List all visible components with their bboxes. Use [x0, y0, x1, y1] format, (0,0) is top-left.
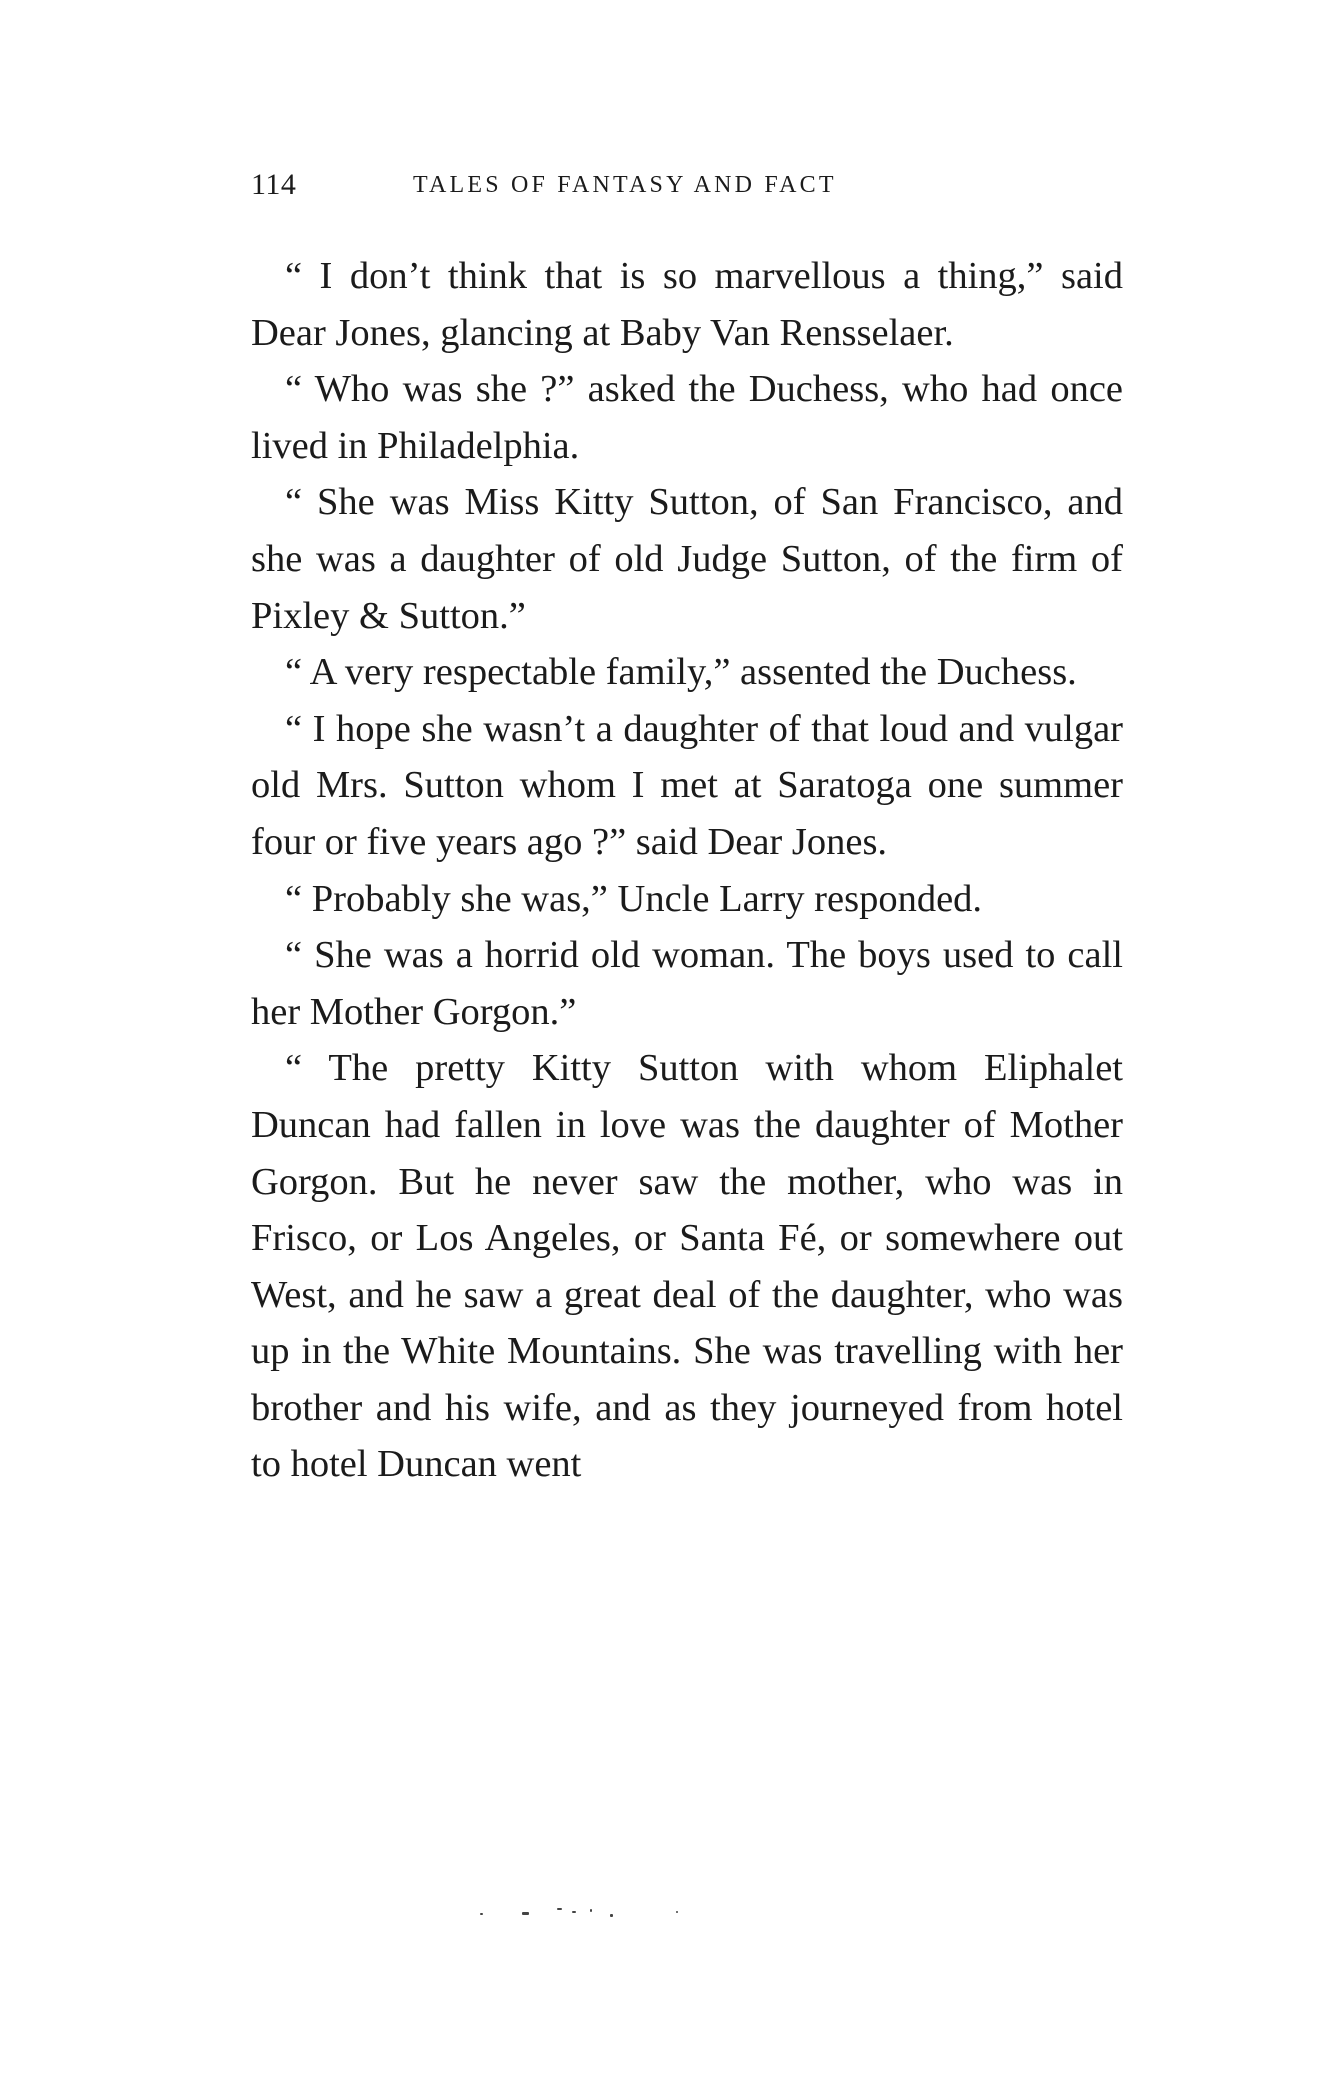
- paragraph: “ Probably she was,” Uncle Larry responded.: [285, 877, 983, 920]
- paragraph: “ I don’t think that is so marvellous a thing,” said Dear Jones, glancing at Baby Van Rensselaer.: [251, 255, 1123, 354]
- body-text: [251, 248, 1123, 1493]
- paragraph: “ Who was she ?” asked the Duchess, who had once lived in Philadelphia.: [251, 368, 1123, 467]
- print-specks: [480, 1905, 690, 1925]
- paragraph: “ A very respectable family,” assented the Duchess.: [285, 651, 1077, 694]
- paragraph: “ She was Miss Kitty Sutton, of San Francisco, and she was a daughter of old Judge Sutton, of the firm of Pixley & Sutton.”: [251, 481, 1123, 637]
- running-head: TALES OF FANTASY AND FACT: [413, 172, 837, 198]
- paragraph: “ The pretty Kitty Sutton with whom Eliphalet Duncan had fallen in love was the daughter of Mother Gorgon. But he never saw the mother, who was in Frisco, or Los Angeles, or Santa Fé, or somewhere out West, and he saw a great deal of the daughter, who was up in the White Mountains. She was travelling with her brother and his wife, and as they journeyed from hotel to hotel Duncan went: [251, 1047, 1123, 1486]
- page-header: [251, 168, 1121, 218]
- page-number: 114: [251, 168, 297, 201]
- paragraph: “ She was a horrid old woman. The boys used to call her Mother Gorgon.”: [251, 934, 1123, 1033]
- paragraph: “ I hope she wasn’t a daughter of that loud and vulgar old Mrs. Sutton whom I met at Saratoga one summer four or five years ago ?” said Dear Jones.: [251, 707, 1123, 863]
